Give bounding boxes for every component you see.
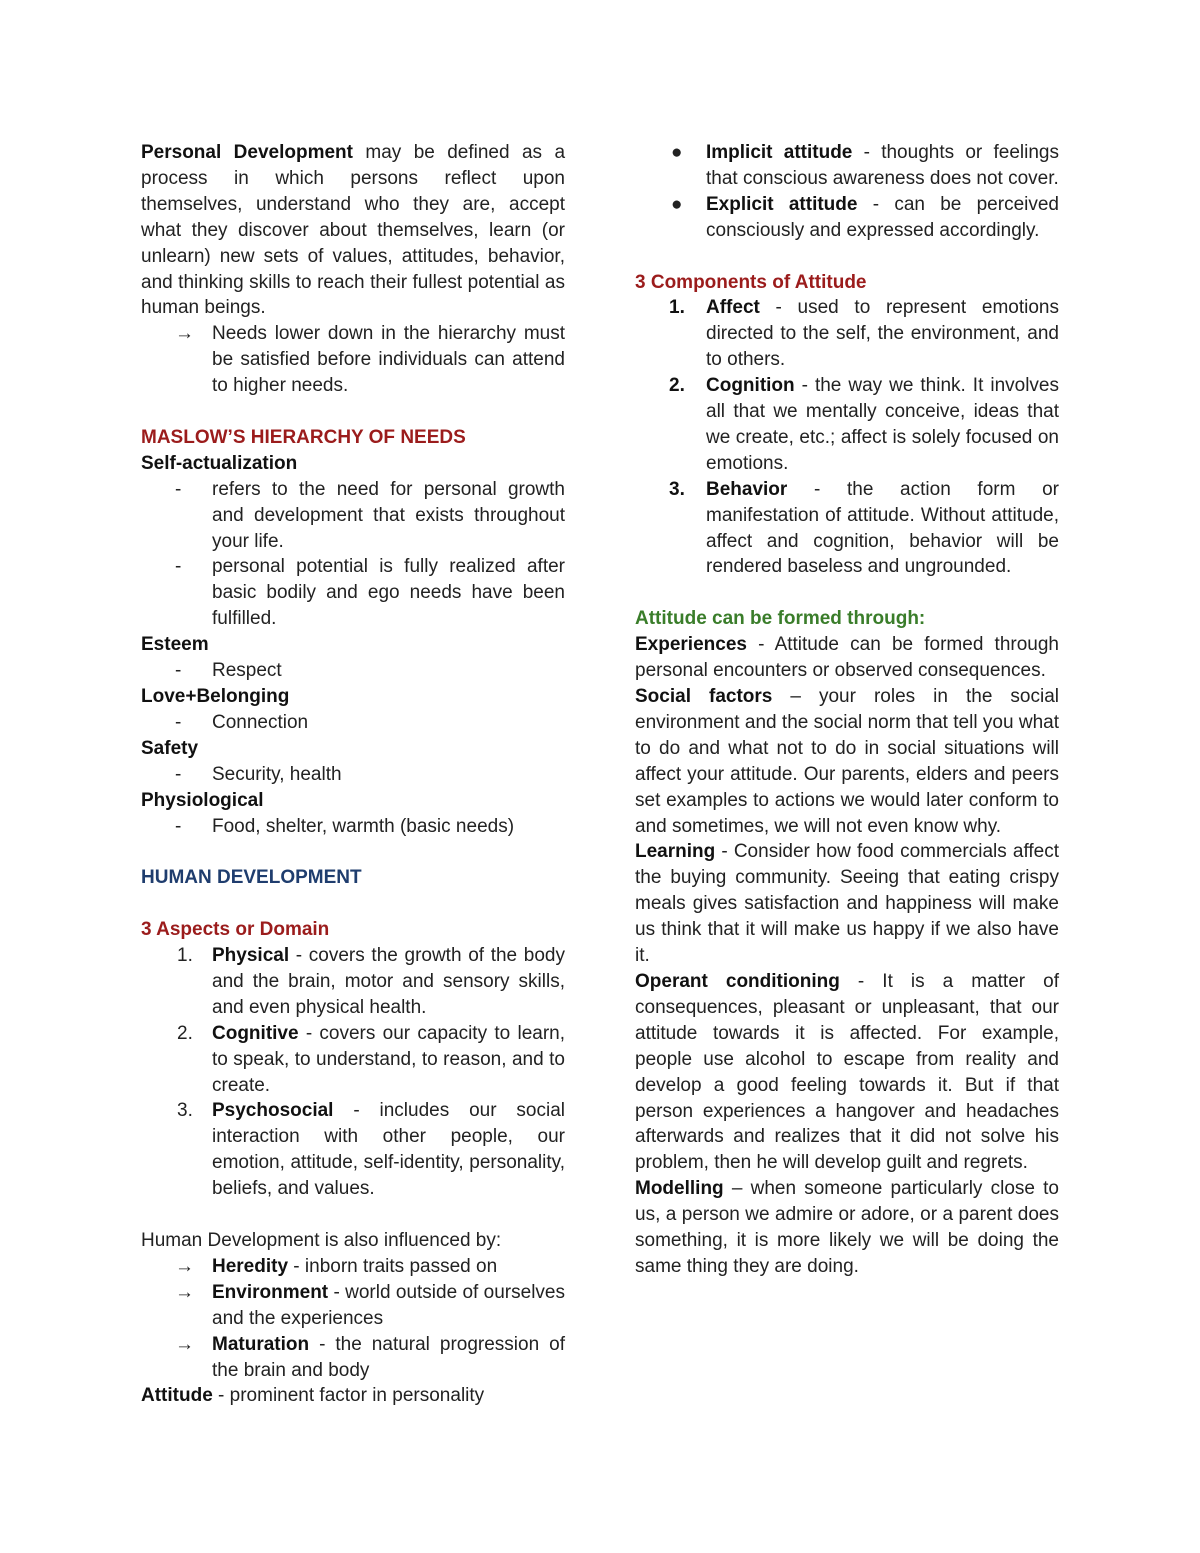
component-term: Cognition <box>706 375 795 397</box>
formed-term: Modelling <box>635 1178 724 1200</box>
formed-item <box>635 969 1059 1176</box>
influenced-intro: Human Development is also influenced by: <box>141 1230 502 1251</box>
list-number: 3. <box>177 1100 193 1122</box>
level-name: Physiological <box>141 789 264 811</box>
aspect-item <box>141 1021 565 1099</box>
attitude-type-text: - can be perceived consciously and expressed accordingly. <box>706 193 1059 241</box>
formed-heading: Attitude can be formed through: <box>635 608 926 630</box>
level-item <box>141 710 565 736</box>
aspect-item <box>141 1098 565 1202</box>
dash-marker: - <box>175 660 182 682</box>
aspect-text: - covers our capacity to learn, to speak, to understand, to reason, and to create. <box>212 1022 565 1096</box>
formed-item <box>635 1176 1059 1280</box>
aspect-term: Cognitive <box>212 1022 299 1044</box>
component-item <box>635 477 1059 581</box>
formed-term: Operant conditioning <box>635 970 840 992</box>
level-name: Esteem <box>141 634 209 656</box>
influence-item <box>141 1280 565 1332</box>
intro-term: Personal Development <box>141 142 353 163</box>
attitude-type-term: Explicit attitude <box>706 193 858 215</box>
component-item <box>635 373 1059 477</box>
level-item-text: Connection <box>212 711 309 733</box>
dash-marker: - <box>175 763 182 785</box>
formed-text: - It is a matter of consequences, pleasant or unpleasant, that our attitude towards it is affected. For example, people use alcohol to escape from reality and develop a good feeling towards it. But if that person experiences a hangover and headaches afterwards and realizes that it did not solve his problem, then he will develop guilt and regrets. <box>635 970 1059 1174</box>
component-text: - the way we think. It involves all that we mentally conceive, ideas that we create, etc.; affect is solely focused on emotions. <box>706 375 1059 474</box>
formed-item <box>635 632 1059 684</box>
aspect-text: - includes our social interaction with other people, our emotion, attitude, self-identity, personality, beliefs, and values. <box>212 1100 565 1200</box>
dash-marker: - <box>175 711 182 733</box>
list-number: 2. <box>177 1022 193 1044</box>
intro-paragraph <box>141 140 565 321</box>
aspects-heading: 3 Aspects or Domain <box>141 919 330 941</box>
level-name: Safety <box>141 737 199 759</box>
dash-marker: - <box>175 478 182 500</box>
influence-text: - inborn traits passed on <box>288 1255 498 1277</box>
formed-term: Social factors <box>635 686 773 707</box>
level-item-text: Respect <box>212 660 282 682</box>
formed-text: - Attitude can be formed through personal encounters or observed consequences. <box>635 634 1059 682</box>
attitude-text: - prominent factor in personality <box>212 1385 485 1407</box>
formed-text: – when someone particularly close to us, a person we admire or adore, or a parent does something, it is more likely we will be doing the same thing they are doing. <box>635 1178 1059 1277</box>
arrow-icon: → <box>175 1255 194 1277</box>
left-column <box>141 140 565 1409</box>
component-term: Affect <box>706 297 760 319</box>
intro-note-text: Needs lower down in the hierarchy must be satisfied before individuals can attend to higher needs. <box>212 323 565 397</box>
formed-item <box>635 839 1059 969</box>
influence-term: Maturation <box>212 1333 310 1355</box>
attitude-type-text: - thoughts or feelings that conscious awareness does not cover. <box>706 142 1059 189</box>
maslow-heading: MASLOW’S HIERARCHY OF NEEDS <box>141 426 466 448</box>
aspect-term: Physical <box>212 945 290 967</box>
dash-marker: - <box>175 815 182 837</box>
component-text: - used to represent emotions directed to the self, the environment, and to others. <box>706 297 1059 371</box>
arrow-icon: → <box>175 1333 194 1355</box>
level-name: Self-actualization <box>141 452 298 474</box>
influence-term: Environment <box>212 1281 329 1303</box>
list-number: 3. <box>669 478 685 500</box>
attitude-term: Attitude <box>141 1385 213 1407</box>
attitude-line <box>141 1383 565 1409</box>
level-item <box>141 814 565 840</box>
list-number: 1. <box>669 297 685 319</box>
aspect-term: Psychosocial <box>212 1100 334 1122</box>
attitude-type-item <box>635 192 1059 244</box>
formed-term: Learning <box>635 841 716 863</box>
list-number: 2. <box>669 375 685 397</box>
level-item <box>141 477 565 555</box>
influence-item <box>141 1254 565 1280</box>
human-development-heading: HUMAN DEVELOPMENT <box>141 867 362 889</box>
intro-note <box>141 321 565 399</box>
aspect-text: - covers the growth of the body and the brain, motor and sensory skills, and even physical health. <box>212 945 565 1018</box>
list-number: 1. <box>177 945 193 967</box>
attitude-type-item <box>635 140 1059 192</box>
level-item <box>141 762 565 788</box>
level-item-text: personal potential is fully realized after basic bodily and ego needs have been fulfilled. <box>212 556 565 630</box>
dash-marker: - <box>175 556 182 578</box>
level-item-text: refers to the need for personal growth and development that exists throughout your life. <box>212 478 565 552</box>
formed-item <box>635 684 1059 839</box>
arrow-icon: → <box>175 323 194 345</box>
attitude-type-term: Implicit attitude <box>706 142 853 163</box>
right-column <box>635 140 1059 1280</box>
component-term: Behavior <box>706 478 788 500</box>
component-item <box>635 295 1059 373</box>
influence-text: - the natural progression of the brain and body <box>212 1333 565 1381</box>
level-item <box>141 658 565 684</box>
formed-text: – your roles in the social environment and the social norm that tell you what to do and what not to do in social situations will affect your attitude. Our parents, elders and peers set examples to actions we would later conform to and sometimes, we will not even know why. <box>635 686 1059 837</box>
level-item-text: Food, shelter, warmth (basic needs) <box>212 815 515 837</box>
formed-term: Experiences <box>635 634 747 656</box>
component-text: - the action form or manifestation of attitude. Without attitude, affect and cognition, behavior will be rendered baseless and ungrounded. <box>706 478 1059 578</box>
aspect-item <box>141 943 565 1021</box>
level-item-text: Security, health <box>212 763 342 785</box>
influence-term: Heredity <box>212 1255 289 1277</box>
level-name: Love+Belonging <box>141 686 290 708</box>
level-item <box>141 554 565 632</box>
bullet-icon: ● <box>671 142 683 163</box>
influence-text: - world outside of ourselves and the experiences <box>212 1281 565 1329</box>
components-heading: 3 Components of Attitude <box>635 271 867 293</box>
arrow-icon: → <box>175 1281 194 1303</box>
influence-item <box>141 1332 565 1384</box>
formed-text: - Consider how food commercials affect the buying community. Seeing that eating crispy meals gives satisfaction and happiness will make us think that it will make us happy if we also have it. <box>635 841 1059 967</box>
bullet-icon: ● <box>671 193 683 215</box>
intro-text: may be defined as a process in which persons reflect upon themselves, understand who they are, accept what they discover about themselves, learn (or unlearn) new sets of values, attitudes, behavior, and thinking skills to reach their fullest potential as human beings. <box>141 142 566 319</box>
